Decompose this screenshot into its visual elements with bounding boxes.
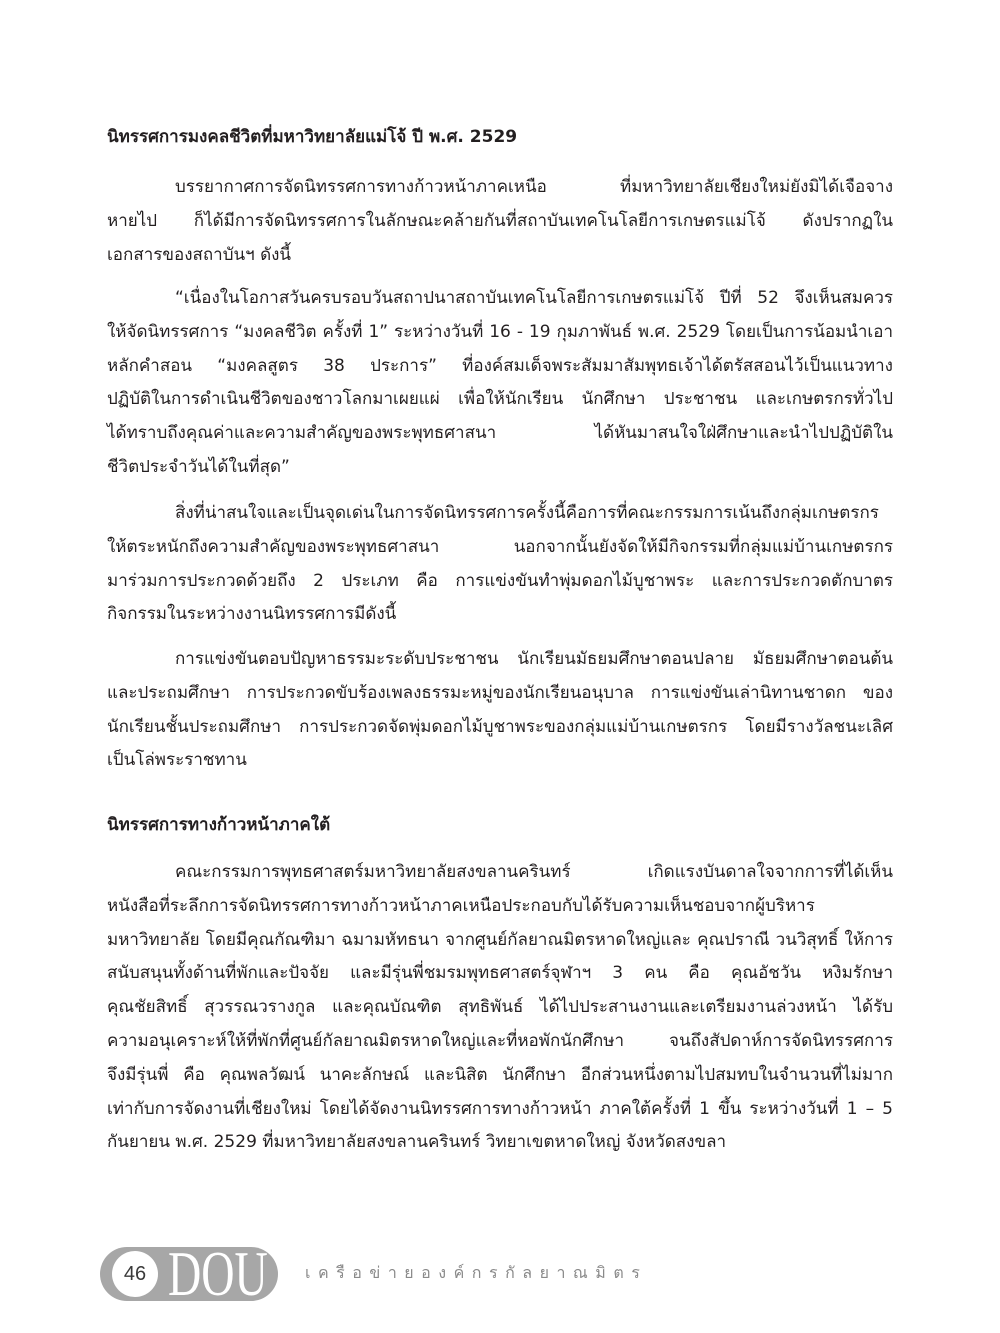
paragraph-line: เอกสารของสถาบันฯ ดังนี้ <box>107 244 292 265</box>
paragraph-line: หนังสือที่ระลึกการจัดนิทรรศการทางก้าวหน้าภาคเหนือประกอบกับได้รับความเห็นชอบจากผู้บริหาร <box>107 895 815 916</box>
paragraph-line: กิจกรรมในระหว่างงานนิทรรศการมีดังนี้ <box>107 604 397 625</box>
logo-badge <box>100 1238 278 1309</box>
paragraph-line: “เนื่องในโอกาสวันครบรอบวันสถาปนาสถาบันเทคโนโลยีการเกษตรแม่โจ้ ปีที่ 52 จึงเห็นสมควร <box>175 288 893 308</box>
paragraph-line: ให้ตระหนักถึงความสำคัญของพระพุทธศาสนา นอกจากนั้นยังจัดให้มีกิจกรรมที่กลุ่มแม่บ้านเกษตรกร <box>107 536 893 557</box>
paragraph-line: หายไป ก็ได้มีการจัดนิทรรศการในลักษณะคล้ายกันที่สถาบันเทคโนโลยีการเกษตรแม่โจ้ ดังปรากฏใน <box>107 210 893 231</box>
section-heading: นิทรรศการทางก้าวหน้าภาคใต้ <box>107 815 331 835</box>
logo-text: DOU <box>168 1238 268 1309</box>
paragraph-line: ได้ทราบถึงคุณค่าและความสำคัญของพระพุทธศาสนา ได้หันมาสนใจใฝ่ศึกษาและนำไปปฏิบัติใน <box>107 423 893 444</box>
paragraph-line: ความอนุเคราะห์ให้ที่พักที่ศูนย์กัลยาณมิตรหาดใหญ่และที่หอพักนักศึกษา จนถึงสัปดาห์การจัดนิทรรศการ <box>107 1030 893 1051</box>
paragraph-line: เท่ากับการจัดงานที่เชียงใหม่ โดยได้จัดงานนิทรรศการทางก้าวหน้า ภาคใต้ครั้งที่ 1 ขึ้น ระหว่างวันที่ 1 – 5 <box>107 1098 893 1119</box>
paragraph-line: บรรยากาศการจัดนิทรรศการทางก้าวหน้าภาคเหนือ ที่มหาวิทยาลัยเชียงใหม่ยังมิได้เจือจาง <box>175 177 893 197</box>
paragraph <box>107 643 893 778</box>
paragraph-line: การแข่งขันตอบปัญหาธรรมะระดับประชาชน นักเรียนมัธยมศึกษาตอนปลาย มัธยมศึกษาตอนต้น <box>175 649 893 669</box>
paragraph-line: สนับสนุนทั้งด้านที่พักและปัจจัย และมีรุ่นพี่ชมรมพุทธศาสตร์จุฬาฯ 3 คน คือ คุณอัชวัน หงิมรักษา <box>107 963 893 984</box>
paragraph-line: เป็นโล่พระราชทาน <box>107 750 247 771</box>
paragraph-line: มาร่วมการประกวดด้วยถึง 2 ประเภท คือ การแข่งขันทำพุ่มดอกไม้บูชาพระ และการประกวดตักบาตร <box>107 570 893 591</box>
paragraph <box>107 856 893 1160</box>
paragraph-line: สิ่งที่น่าสนใจและเป็นจุดเด่นในการจัดนิทรรศการครั้งนี้คือการที่คณะกรรมการเน้นถึงกลุ่มเกษตรกร <box>175 503 879 523</box>
paragraph <box>107 171 893 272</box>
paragraph-line: หลักคำสอน “มงคลสูตร 38 ประการ” ที่องค์สมเด็จพระสัมมาสัมพุทธเจ้าได้ตรัสสอนไว้เป็นแนวทาง <box>107 355 893 376</box>
paragraph <box>107 497 893 632</box>
page-number: 46 <box>112 1251 158 1297</box>
paragraph-line: จึงมีรุ่นพี่ คือ คุณพลวัฒน์ นาคะลักษณ์ และนิสิต นักศึกษา อีกส่วนหนึ่งตามไปสมทบในจำนวนที่ไม่มาก <box>107 1064 893 1085</box>
paragraph-line: คณะกรรมการพุทธศาสตร์มหาวิทยาลัยสงขลานครินทร์ เกิดแรงบันดาลใจจากการที่ได้เห็น <box>175 862 893 882</box>
paragraph-line: และประถมศึกษา การประกวดขับร้องเพลงธรรมะหมู่ของนักเรียนอนุบาล การแข่งขันเล่านิทานชาดก ของ <box>107 682 893 703</box>
paragraph-line: นักเรียนชั้นประถมศึกษา การประกวดจัดพุ่มดอกไม้บูชาพระของกลุ่มแม่บ้านเกษตรกร โดยมีรางวัลชนะเลิศ <box>107 716 893 737</box>
quoted-paragraph <box>107 282 893 485</box>
paragraph-line: ปฏิบัติในการดำเนินชีวิตของชาวโลกมาเผยแผ่ เพื่อให้นักเรียน นักศึกษา ประชาชน และเกษตรกรทั่วไป <box>107 389 893 410</box>
paragraph-line: ให้จัดนิทรรศการ “มงคลชีวิต ครั้งที่ 1” ระหว่างวันที่ 16 - 19 กุมภาพันธ์ พ.ศ. 2529 โดยเป็นการน้อมนำเอา <box>107 321 893 342</box>
section-heading: นิทรรศการมงคลชีวิตที่มหาวิทยาลัยแม่โจ้ ปี พ.ศ. 2529 <box>107 127 518 147</box>
paragraph-line: กันยายน พ.ศ. 2529 ที่มหาวิทยาลัยสงขลานครินทร์ วิทยาเขตหาดใหญ่ จังหวัดสงขลา <box>107 1132 727 1153</box>
paragraph-line: มหาวิทยาลัย โดยมีคุณกัณฑิมา ฉมามหัทธนา จากศูนย์กัลยาณมิตรหาดใหญ่และ คุณปราณี วนวิสุทธิ์ ให้การ <box>107 929 893 950</box>
paragraph-line: ชีวิตประจำวันได้ในที่สุด” <box>107 456 290 477</box>
footer-tagline: เครือข่ายองค์กรกัลยาณมิตร <box>305 1263 648 1282</box>
paragraph-line: คุณชัยสิทธิ์ สุวรรณวรางกูล และคุณบัณฑิต สุทธิพันธ์ ได้ไปประสานงานและเตรียมงานล่วงหน้า ได้รับ <box>107 997 893 1018</box>
